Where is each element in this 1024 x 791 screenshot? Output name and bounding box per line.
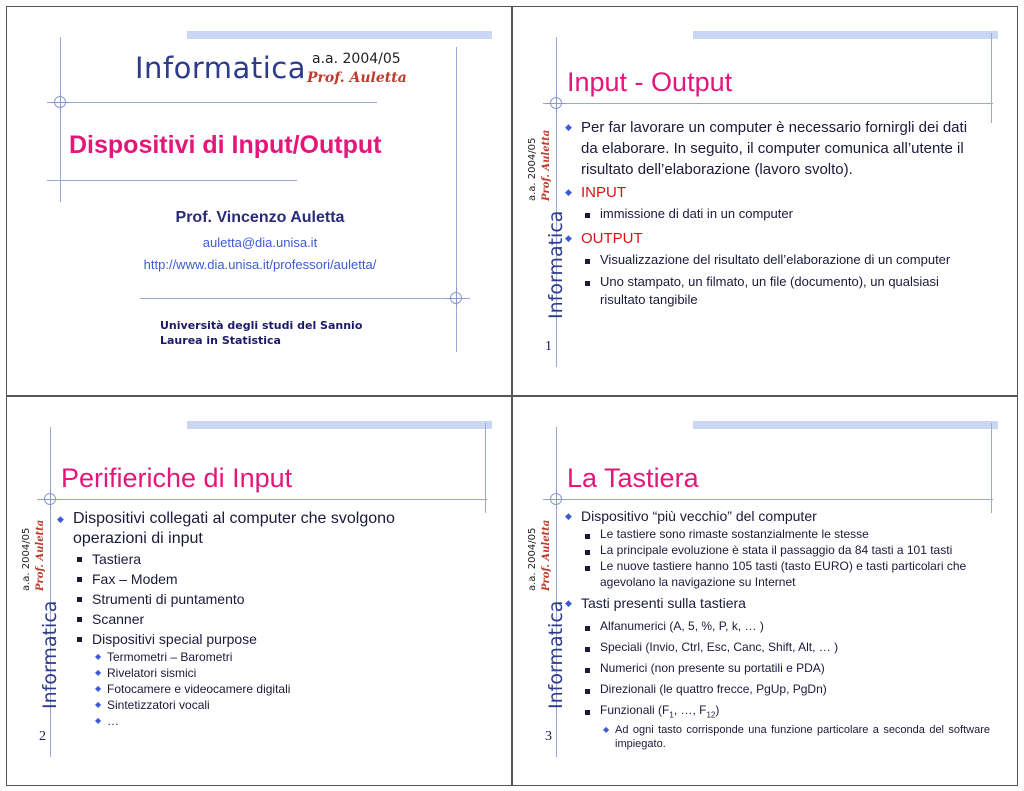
course-name: Laurea in Statistica: [160, 334, 281, 347]
logo-informatica: Informatica: [39, 600, 61, 709]
bullet-list: [565, 507, 990, 751]
list-item: Strumenti di puntamento: [57, 589, 457, 609]
funzionali-sub-12: 12: [706, 710, 716, 720]
decor-hline: [37, 499, 487, 500]
decor-bar: [693, 421, 998, 429]
decor-bar: [187, 31, 492, 39]
list-item: Tastiera: [57, 549, 457, 569]
slide-tastiera: [512, 396, 1018, 786]
crosshair-icon: [450, 292, 462, 304]
author-email-link[interactable]: auletta@dia.unisa.it: [202, 235, 318, 250]
page-number: 2: [39, 729, 46, 744]
slide-title-page: [6, 6, 512, 396]
funzionali-mid: , …, F: [673, 703, 707, 717]
list-item: Direzionali (le quattro frecce, PgUp, PgDn): [565, 681, 990, 697]
decor-hline: [47, 102, 377, 103]
logo-prof: Prof. Auletta: [35, 519, 46, 591]
slide-heading: Input - Output: [567, 67, 733, 97]
logo-year: a.a. 2004/05: [527, 527, 538, 591]
list-item: ◆ …: [57, 713, 457, 729]
list-item: Speciali (Invio, Ctrl, Esc, Canc, Shift, Alt, … ): [565, 639, 990, 655]
decor-vline: [991, 33, 992, 123]
list-item: Numerici (non presente su portatili e PDA): [565, 660, 990, 676]
decor-hline: [140, 298, 470, 299]
decor-hline: [47, 180, 297, 181]
slide-heading: Perifieriche di Input: [61, 463, 293, 493]
decor-bar: [693, 31, 998, 39]
list-item: immissione di dati in un computer: [565, 205, 975, 223]
list-item: ◆ OUTPUT: [565, 228, 975, 249]
decor-bar: [187, 421, 492, 429]
list-item-funzionali: [565, 702, 990, 723]
list-item: ◆ Ad ogni tasto corrisponde una funzione particolare a seconda del software impiegato.: [565, 723, 990, 751]
funzionali-sub-1: 1: [669, 710, 674, 720]
author-name: Prof. Vincenzo Auletta: [175, 209, 345, 226]
crosshair-icon: [54, 96, 66, 108]
bullet-list: [57, 509, 457, 729]
page-number: 3: [545, 729, 552, 744]
list-item: ◆ Dispositivo “più vecchio” del computer: [565, 507, 990, 526]
list-item: La principale evoluzione è stata il passaggio da 84 tasti a 101 tasti: [565, 542, 990, 558]
list-item: Visualizzazione del risultato dell’elaborazione di un computer: [565, 251, 975, 269]
logo-year: a.a. 2004/05: [312, 51, 401, 67]
decor-hline: [543, 499, 993, 500]
logo-informatica: Informatica: [545, 600, 567, 709]
list-item: Le tastiere sono rimaste sostanzialmente le stesse: [565, 526, 990, 542]
logo-prof: Prof. Auletta: [541, 129, 552, 201]
list-item: Scanner: [57, 609, 457, 629]
list-item: Alfanumerici (A, 5, %, P, k, … ): [565, 618, 990, 634]
list-item: ◆ Rivelatori sismici: [57, 665, 457, 681]
list-item: Uno stampato, un filmato, un file (documento), un qualsiasi risultato tangibile: [565, 273, 975, 309]
slide-heading: La Tastiera: [567, 463, 699, 493]
logo-prof: Prof. Auletta: [307, 70, 407, 86]
list-item: ◆ Fotocamere e videocamere digitali: [57, 681, 457, 697]
logo-year: a.a. 2004/05: [21, 527, 32, 591]
slide-periferiche-input: [6, 396, 512, 786]
list-item: ◆ Sintetizzatori vocali: [57, 697, 457, 713]
logo-informatica: Informatica: [135, 51, 306, 85]
slide-input-output: [512, 6, 1018, 396]
list-item: ◆ INPUT: [565, 182, 975, 203]
logo-year: a.a. 2004/05: [527, 137, 538, 201]
list-item: ◆ Dispositivi collegati al computer che svolgono operazioni di input: [57, 509, 457, 549]
list-item: ◆ Tasti presenti sulla tastiera: [565, 594, 990, 613]
decor-vline: [60, 37, 61, 202]
author-url-link[interactable]: http://www.dia.unisa.it/professori/auletta/: [143, 257, 377, 272]
university-name: Università degli studi del Sannio: [160, 319, 363, 332]
list-item: ◆ Termometri – Barometri: [57, 649, 457, 665]
funzionali-label: Funzionali (F: [600, 703, 670, 717]
funzionali-end: ): [715, 703, 720, 717]
decor-hline: [543, 103, 993, 104]
list-item: Le nuove tastiere hanno 105 tasti (tasto EURO) e tasti particolari che agevolano la navigazione su Internet: [565, 558, 990, 590]
logo-prof: Prof. Auletta: [541, 519, 552, 591]
bullet-list: [565, 117, 975, 309]
list-item: Dispositivi special purpose: [57, 629, 457, 649]
decor-vline: [991, 423, 992, 513]
list-item: Fax – Modem: [57, 569, 457, 589]
list-item: ◆ Per far lavorare un computer è necessario fornirgli dei dati da elaborare. In seguito, il computer comunica all’utente il risultato dell’elaborazione (lavoro svolto).: [565, 117, 975, 180]
decor-vline: [485, 423, 486, 513]
logo-informatica: Informatica: [545, 210, 567, 319]
page-number: 1: [545, 339, 552, 354]
presentation-title: Dispositivi di Input/Output: [69, 131, 382, 159]
